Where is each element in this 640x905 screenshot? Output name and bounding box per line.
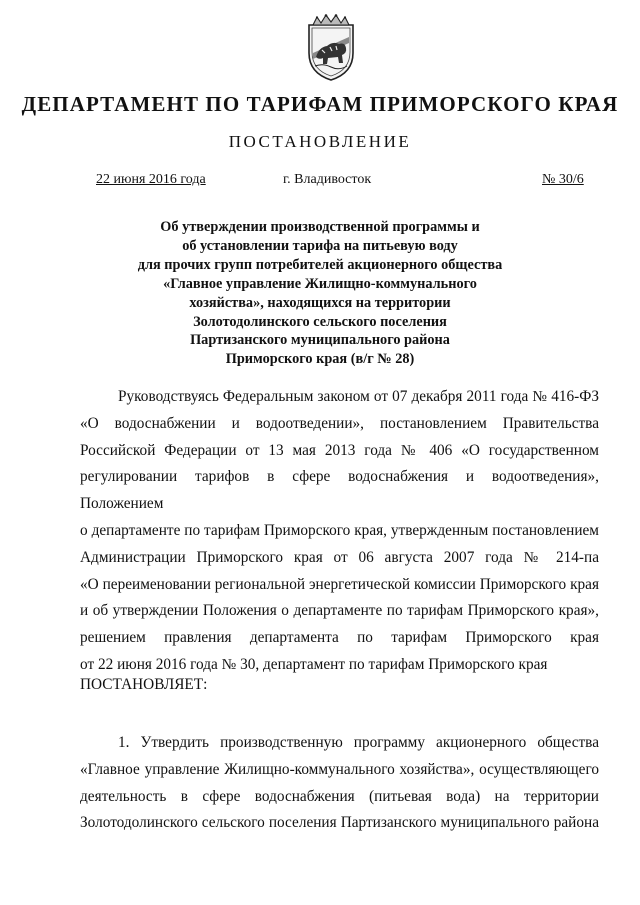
preamble-paragraph bbox=[80, 384, 599, 679]
preamble-line: о департаменте по тарифам Приморского края, утвержденным постановлением bbox=[80, 521, 599, 539]
document-title bbox=[0, 218, 640, 369]
document-type: ПОСТАНОВЛЕНИЕ bbox=[228, 132, 412, 151]
title-line: «Главное управление Жилищно-коммунального bbox=[163, 275, 477, 292]
preamble-line: Российской Федерации от 13 мая 2013 года № 406 «О государственном bbox=[80, 441, 599, 459]
coat-of-arms-icon bbox=[303, 13, 359, 83]
title-line: Золотодолинского сельского поселения bbox=[193, 313, 447, 330]
document-number: № 30/6 bbox=[542, 172, 584, 187]
department-name: ДЕПАРТАМЕНТ ПО ТАРИФАМ ПРИМОРСКОГО КРАЯ bbox=[21, 92, 619, 116]
document-city: г. Владивосток bbox=[283, 172, 372, 187]
item-line: деятельность в сфере водоснабжения (питьевая вода) на территории bbox=[80, 787, 599, 805]
document-date: 22 июня 2016 года bbox=[96, 172, 206, 187]
title-line: хозяйства», находящихся на территории bbox=[189, 294, 451, 311]
item-line: «Главное управление Жилищно-коммунального хозяйства», осуществляющего bbox=[80, 760, 599, 778]
preamble-line: Администрации Приморского края от 06 августа 2007 года № 214-па bbox=[80, 548, 599, 566]
preamble-line: «О водоснабжении и водоотведении», постановлением Правительства bbox=[80, 414, 599, 432]
title-line: Партизанского муниципального района bbox=[190, 332, 450, 349]
preamble-line: регулировании тарифов в сфере водоснабжения и водоотведения», Положением bbox=[80, 468, 599, 513]
preamble-line: от 22 июня 2016 года № 30, департамент по тарифам Приморского края bbox=[80, 655, 548, 673]
preamble-line: решением правления департамента по тарифам Приморского края bbox=[80, 629, 599, 647]
title-line: для прочих групп потребителей акционерного общества bbox=[137, 256, 503, 273]
title-line: Приморского края (в/г № 28) bbox=[225, 351, 415, 368]
preamble-line: «О переименовании региональной энергетической комиссии Приморского края bbox=[80, 575, 599, 593]
preamble-line: Руководствуясь Федеральным законом от 07 декабря 2011 года № 416-ФЗ bbox=[118, 388, 599, 405]
title-line: Об утверждении производственной программы и bbox=[160, 219, 480, 235]
title-line: об установлении тарифа на питьевую воду bbox=[182, 237, 458, 254]
item-line: 1. Утвердить производственную программу акционерного общества bbox=[118, 734, 599, 751]
item-1-paragraph bbox=[80, 730, 599, 837]
item-line: Золотодолинского сельского поселения Партизанского муниципального района bbox=[80, 814, 599, 832]
decree-word: ПОСТАНОВЛЯЕТ: bbox=[80, 676, 208, 693]
preamble-line: и об утверждении Положения о департаменте по тарифам Приморского края», bbox=[80, 602, 599, 620]
